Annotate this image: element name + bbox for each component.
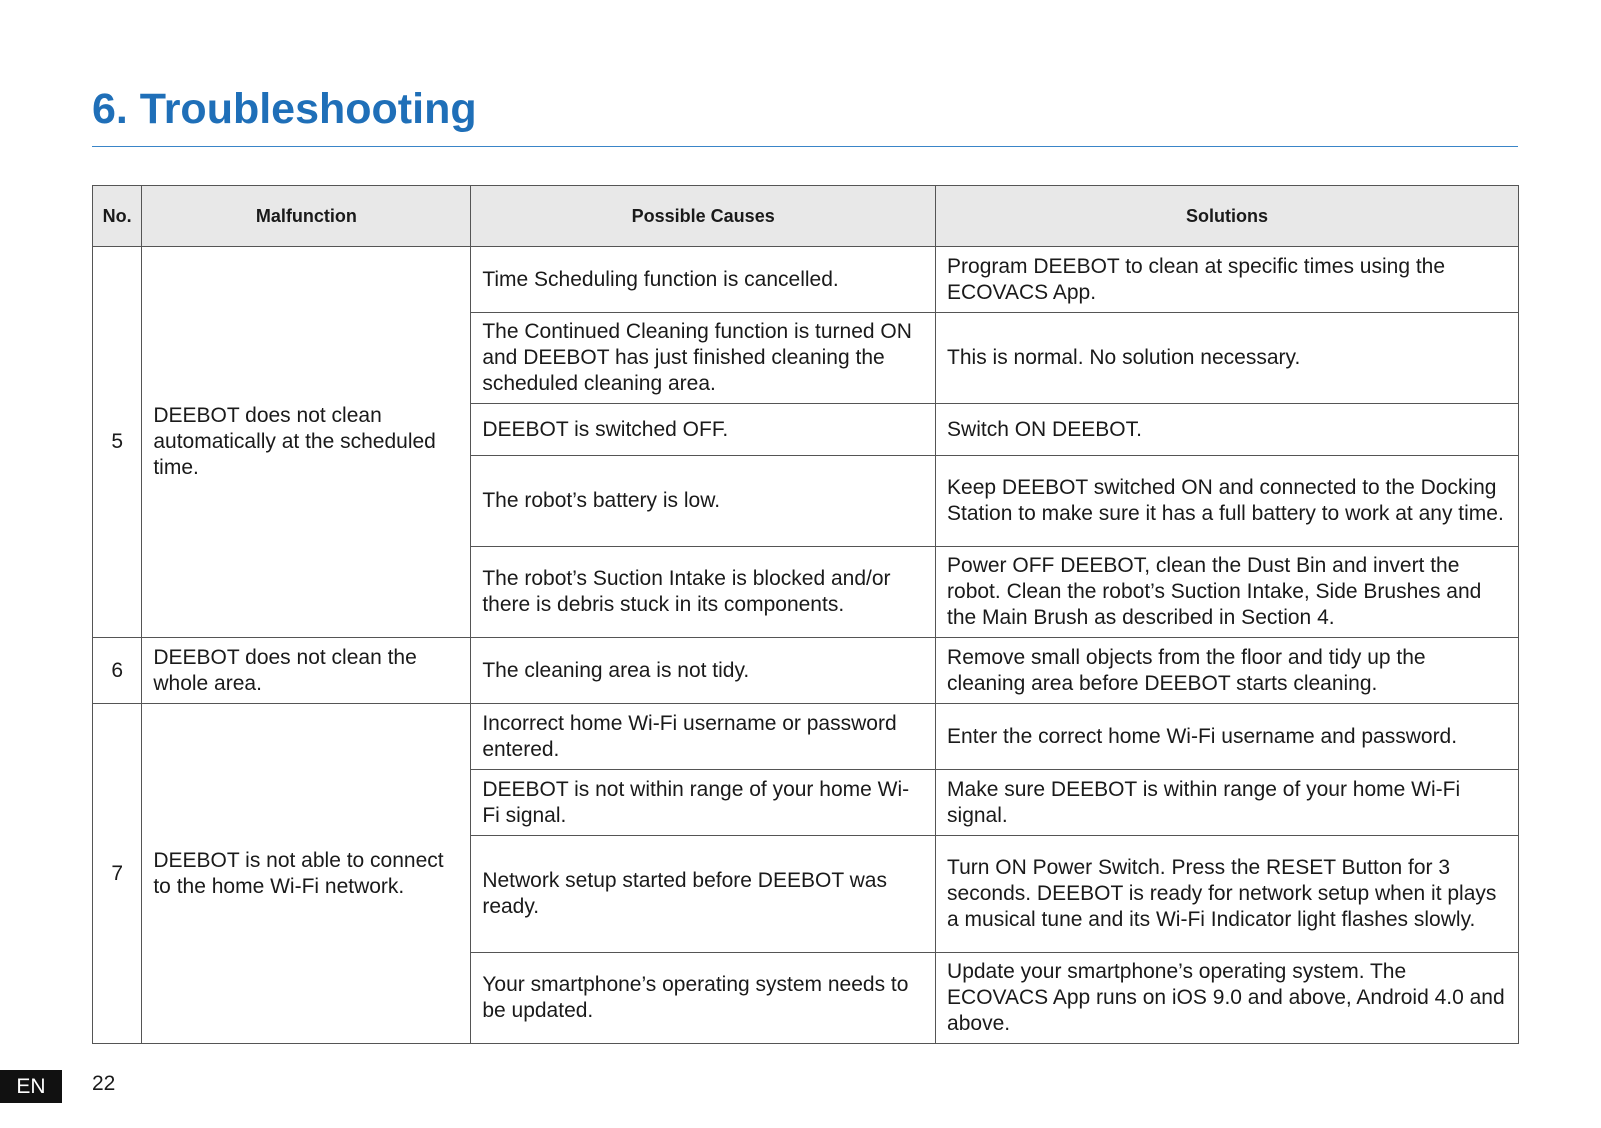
- solution-cell: Program DEEBOT to clean at specific times using the ECOVACS App.: [936, 247, 1519, 313]
- issue-number: 6: [93, 638, 142, 704]
- cause-cell: Time Scheduling function is cancelled.: [471, 247, 936, 313]
- solution-cell: Keep DEEBOT switched ON and connected to the Docking Station to make sure it has a full battery to work at any time.: [936, 456, 1519, 547]
- solution-cell: Enter the correct home Wi-Fi username and password.: [936, 704, 1519, 770]
- title-divider: [92, 146, 1518, 147]
- language-badge: EN: [0, 1070, 62, 1103]
- header-solutions: Solutions: [936, 186, 1519, 247]
- header-malfunction: Malfunction: [142, 186, 471, 247]
- cause-cell: The robot’s Suction Intake is blocked and/or there is debris stuck in its components.: [471, 547, 936, 638]
- issue-number: 7: [93, 704, 142, 1044]
- malfunction-cell: DEEBOT is not able to connect to the home Wi-Fi network.: [142, 704, 471, 1044]
- troubleshooting-table: [92, 185, 1519, 1044]
- solution-cell: This is normal. No solution necessary.: [936, 313, 1519, 404]
- cause-cell: The cleaning area is not tidy.: [471, 638, 936, 704]
- cause-cell: The Continued Cleaning function is turned ON and DEEBOT has just finished cleaning the scheduled cleaning area.: [471, 313, 936, 404]
- cause-cell: Your smartphone’s operating system needs to be updated.: [471, 953, 936, 1044]
- header-possible-causes: Possible Causes: [471, 186, 936, 247]
- table-row: [93, 638, 1519, 704]
- solution-cell: Switch ON DEEBOT.: [936, 404, 1519, 456]
- solution-cell: Remove small objects from the floor and tidy up the cleaning area before DEEBOT starts cleaning.: [936, 638, 1519, 704]
- solution-cell: Update your smartphone’s operating system. The ECOVACS App runs on iOS 9.0 and above, Android 4.0 and above.: [936, 953, 1519, 1044]
- table-header-row: [93, 186, 1519, 247]
- cause-cell: Incorrect home Wi-Fi username or password entered.: [471, 704, 936, 770]
- table-row: [93, 247, 1519, 313]
- cause-cell: DEEBOT is switched OFF.: [471, 404, 936, 456]
- solution-cell: Turn ON Power Switch. Press the RESET Button for 3 seconds. DEEBOT is ready for network setup when it plays a musical tune and its Wi-Fi Indicator light flashes slowly.: [936, 836, 1519, 953]
- issue-number: 5: [93, 247, 142, 638]
- cause-cell: The robot’s battery is low.: [471, 456, 936, 547]
- solution-cell: Power OFF DEEBOT, clean the Dust Bin and invert the robot. Clean the robot’s Suction Intake, Side Brushes and the Main Brush as described in Section 4.: [936, 547, 1519, 638]
- cause-cell: Network setup started before DEEBOT was ready.: [471, 836, 936, 953]
- header-no: No.: [93, 186, 142, 247]
- table-row: [93, 704, 1519, 770]
- malfunction-cell: DEEBOT does not clean automatically at the scheduled time.: [142, 247, 471, 638]
- page-number: 22: [92, 1072, 116, 1095]
- page-title: 6. Troubleshooting: [92, 85, 477, 133]
- cause-cell: DEEBOT is not within range of your home Wi-Fi signal.: [471, 770, 936, 836]
- malfunction-cell: DEEBOT does not clean the whole area.: [142, 638, 471, 704]
- solution-cell: Make sure DEEBOT is within range of your home Wi-Fi signal.: [936, 770, 1519, 836]
